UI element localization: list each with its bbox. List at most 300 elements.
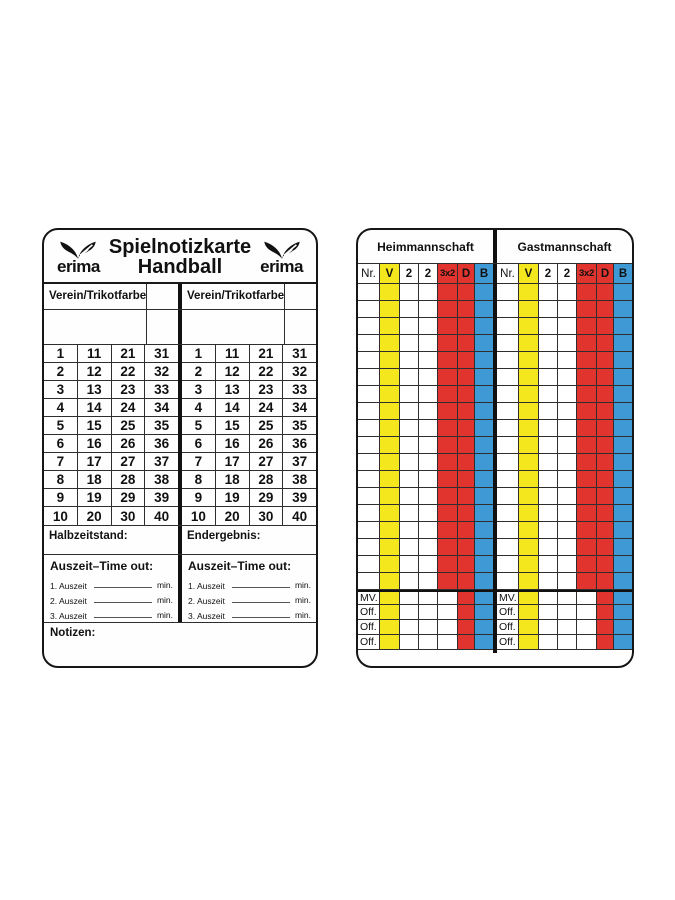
tally-cell: [400, 505, 419, 522]
tally-cell: [519, 620, 539, 635]
tally-card: [356, 228, 634, 668]
tally-cell: [475, 403, 493, 420]
tally-cell: [419, 352, 438, 369]
tally-cell: [519, 301, 539, 318]
tally-cell: [400, 301, 419, 318]
tally-cell: [614, 284, 632, 301]
number-row: [182, 489, 316, 507]
player-number-cell: 17: [78, 453, 112, 471]
tally-cell: [419, 420, 438, 437]
tally-row: [497, 454, 632, 471]
column-header-v: V: [380, 264, 400, 284]
number-row: [182, 435, 316, 453]
tally-cell: [458, 454, 475, 471]
official-label-cell: Off.: [497, 635, 519, 650]
tally-cell: [438, 369, 458, 386]
number-row: [182, 453, 316, 471]
player-number-cell: 9: [44, 489, 78, 507]
tally-cell: [519, 605, 539, 620]
column-header-2: 2: [419, 264, 438, 284]
tally-cell: [614, 420, 632, 437]
tally-cell: [438, 352, 458, 369]
tally-cell: [475, 539, 493, 556]
column-header-2: 2: [558, 264, 577, 284]
tally-cell: [400, 556, 419, 573]
timeout-right-half: [182, 555, 316, 622]
player-number-cell: 2: [182, 363, 216, 381]
tally-cell: [519, 437, 539, 454]
player-number-cell: 9: [182, 489, 216, 507]
player-number-cell: 28: [112, 471, 146, 489]
tally-cell: [358, 403, 380, 420]
player-number-cell: 20: [216, 507, 250, 525]
tally-cell: [358, 284, 380, 301]
tally-cell: [400, 437, 419, 454]
tally-cell: [400, 352, 419, 369]
tally-cell: [419, 573, 438, 590]
left-card-header: [44, 230, 316, 282]
tally-cell: [497, 318, 519, 335]
tally-cell: [458, 505, 475, 522]
timeout-row-label: 1. Auszeit: [50, 581, 87, 591]
tally-cell: [358, 386, 380, 403]
score-row: [44, 525, 316, 554]
tally-cell: [597, 437, 614, 454]
tally-cell: [380, 620, 400, 635]
blank-line: [232, 617, 290, 618]
club-color-header: Verein/Trikotfarbe: [182, 284, 285, 310]
player-number-cell: 5: [182, 417, 216, 435]
player-number-cell: 35: [283, 417, 316, 435]
tally-cell: [380, 635, 400, 650]
player-number-cell: 37: [145, 453, 178, 471]
tally-cell: [539, 454, 558, 471]
tally-row: [358, 573, 493, 590]
erima-logo-right: [251, 239, 312, 275]
official-row: [358, 620, 493, 635]
tally-cell: [497, 539, 519, 556]
tally-cell: [380, 403, 400, 420]
tally-cell: [597, 505, 614, 522]
player-number-cell: 27: [112, 453, 146, 471]
notes-section: [44, 622, 316, 666]
tally-row: [497, 437, 632, 454]
player-number-cell: 14: [216, 399, 250, 417]
erima-wordmark: erima: [56, 257, 100, 276]
tally-cell: [577, 605, 597, 620]
tally-cell: [419, 301, 438, 318]
guest-team-header: Gastmannschaft: [517, 239, 612, 254]
player-number-cell: 38: [283, 471, 316, 489]
tally-cell: [458, 539, 475, 556]
tally-cell: [458, 592, 475, 605]
tally-cell: [475, 592, 493, 605]
tally-cell: [438, 301, 458, 318]
tally-row: [497, 386, 632, 403]
tally-cell: [614, 573, 632, 590]
number-row: [44, 489, 178, 507]
tally-cell: [539, 539, 558, 556]
tally-cell: [438, 573, 458, 590]
erima-logo-left: [48, 239, 109, 275]
tally-cell: [475, 437, 493, 454]
timeout-row-label: 3. Auszeit: [188, 611, 225, 621]
tally-cell: [558, 592, 577, 605]
final-score-label: Endergebnis:: [187, 530, 261, 542]
player-number-cell: 36: [283, 435, 316, 453]
player-number-cell: 39: [283, 489, 316, 507]
tally-cell: [539, 471, 558, 488]
tally-cell: [597, 386, 614, 403]
player-number-cell: 14: [78, 399, 112, 417]
tally-cell: [358, 454, 380, 471]
tally-cell: [419, 505, 438, 522]
tally-cell: [380, 369, 400, 386]
column-header-d: D: [458, 264, 475, 284]
tally-row: [497, 539, 632, 556]
tally-row: [497, 403, 632, 420]
tally-cell: [475, 420, 493, 437]
timeout-row-label: 2. Auszeit: [50, 596, 87, 606]
number-row: [44, 399, 178, 417]
team-header-row: [358, 230, 632, 264]
tally-cell: [577, 369, 597, 386]
tally-cell: [614, 318, 632, 335]
tally-cell: [614, 635, 632, 650]
tally-cell: [458, 437, 475, 454]
tally-cell: [539, 605, 558, 620]
player-number-cell: 30: [112, 507, 146, 525]
player-number-cell: 3: [44, 381, 78, 399]
penalty-header-row: [497, 264, 632, 284]
card-title-line2: Handball: [137, 256, 223, 278]
tally-cell: [475, 335, 493, 352]
player-number-cell: 25: [250, 417, 284, 435]
tally-cell: [475, 369, 493, 386]
tally-cell: [400, 471, 419, 488]
tally-cell: [577, 573, 597, 590]
tally-cell: [614, 301, 632, 318]
tally-cell: [400, 635, 419, 650]
tally-cell: [380, 284, 400, 301]
tally-cell: [577, 301, 597, 318]
tally-cell: [597, 522, 614, 539]
blank-line: [94, 602, 152, 603]
player-number-cell: 33: [283, 381, 316, 399]
tally-cell: [438, 635, 458, 650]
tally-cell: [400, 539, 419, 556]
tally-cell: [419, 471, 438, 488]
tally-cell: [597, 369, 614, 386]
tally-cell: [380, 539, 400, 556]
tally-row: [358, 471, 493, 488]
tally-cell: [539, 635, 558, 650]
tally-cell: [597, 605, 614, 620]
column-header-nr: Nr.: [358, 264, 380, 284]
tally-cell: [419, 437, 438, 454]
official-row: [497, 620, 632, 635]
club-header-right-half: [182, 284, 316, 344]
tally-cell: [438, 522, 458, 539]
tally-cell: [497, 369, 519, 386]
club-writein-cell: [44, 310, 147, 344]
tally-cell: [577, 522, 597, 539]
number-row: [44, 507, 178, 525]
player-number-cell: 3: [182, 381, 216, 399]
tally-cell: [577, 403, 597, 420]
tally-cell: [380, 522, 400, 539]
tally-cell: [497, 284, 519, 301]
official-row: [497, 635, 632, 650]
tally-cell: [614, 620, 632, 635]
tally-cell: [577, 592, 597, 605]
club-color-header: Verein/Trikotfarbe: [44, 284, 147, 310]
tally-cell: [438, 471, 458, 488]
tally-cell: [358, 556, 380, 573]
tally-cell: [519, 284, 539, 301]
player-number-cell: 4: [182, 399, 216, 417]
tally-cell: [614, 352, 632, 369]
halftime-score-label: Halbzeitstand:: [49, 530, 128, 542]
tally-cell: [614, 505, 632, 522]
column-header-2: 2: [539, 264, 558, 284]
tally-cell: [577, 505, 597, 522]
tally-cell: [539, 352, 558, 369]
tally-cell: [614, 539, 632, 556]
player-number-cell: 26: [112, 435, 146, 453]
tally-cell: [558, 620, 577, 635]
tally-cell: [358, 335, 380, 352]
tally-cell: [597, 620, 614, 635]
tally-cell: [419, 386, 438, 403]
club-narrow-cell: [285, 284, 318, 310]
player-number-cell: 12: [216, 363, 250, 381]
tally-cell: [497, 335, 519, 352]
column-header-3x2: 3x2: [577, 264, 597, 284]
timeout-row: [188, 606, 311, 621]
tally-cell: [497, 505, 519, 522]
tally-cell: [438, 539, 458, 556]
penalty-header-row: [358, 264, 493, 284]
tally-cell: [458, 335, 475, 352]
tally-cell: [475, 301, 493, 318]
tally-cell: [539, 318, 558, 335]
tally-cell: [358, 369, 380, 386]
tally-row: [358, 454, 493, 471]
tally-cell: [577, 318, 597, 335]
tally-cell: [597, 301, 614, 318]
timeout-heading: Auszeit–Time out:: [188, 559, 292, 573]
player-number-cell: 25: [112, 417, 146, 435]
tally-cell: [597, 573, 614, 590]
tally-cell: [438, 556, 458, 573]
player-number-cell: 11: [78, 345, 112, 363]
tally-cell: [419, 539, 438, 556]
tally-cell: [358, 318, 380, 335]
column-header-v: V: [519, 264, 539, 284]
tally-cell: [358, 301, 380, 318]
player-number-cell: 8: [44, 471, 78, 489]
tally-cell: [438, 505, 458, 522]
tally-cell: [558, 488, 577, 505]
tally-cell: [475, 573, 493, 590]
number-row: [182, 381, 316, 399]
tally-cell: [614, 488, 632, 505]
tally-cell: [438, 335, 458, 352]
tally-cell: [380, 556, 400, 573]
player-number-cell: 18: [216, 471, 250, 489]
tally-row: [497, 318, 632, 335]
tally-cell: [597, 592, 614, 605]
tally-cell: [497, 488, 519, 505]
tally-cell: [539, 335, 558, 352]
player-number-cell: 40: [154, 508, 170, 524]
tally-cell: [539, 369, 558, 386]
tally-cell: [558, 352, 577, 369]
minutes-unit: min.: [156, 595, 173, 605]
tally-cell: [614, 471, 632, 488]
tally-cell: [614, 454, 632, 471]
tally-row: [358, 420, 493, 437]
player-number-cell: 31: [145, 345, 178, 363]
tally-cell: [400, 403, 419, 420]
timeout-heading: Auszeit–Time out:: [50, 559, 154, 573]
tally-cell: [577, 539, 597, 556]
tally-cell: [380, 420, 400, 437]
notes-label: Notizen:: [50, 627, 96, 639]
tally-cell: [597, 352, 614, 369]
tally-cell: [614, 592, 632, 605]
tally-cell: [519, 539, 539, 556]
game-note-card: [42, 228, 318, 668]
tally-cell: [475, 454, 493, 471]
tally-cell: [558, 454, 577, 471]
official-label-cell: Off.: [358, 605, 380, 620]
tally-cell: [438, 454, 458, 471]
tally-cell: [577, 386, 597, 403]
tally-cell: [400, 592, 419, 605]
player-number-cell: 5: [44, 417, 78, 435]
tally-cell: [475, 505, 493, 522]
number-row: [44, 471, 178, 489]
column-header-2: 2: [400, 264, 419, 284]
tally-cell: [419, 635, 438, 650]
player-number-cell: 11: [216, 345, 250, 363]
tally-cell: [400, 386, 419, 403]
tally-cell: [558, 635, 577, 650]
tally-cell: [458, 420, 475, 437]
tally-cell: [438, 284, 458, 301]
blank-line: [94, 617, 152, 618]
number-row: [182, 471, 316, 489]
club-narrow-writein-cell: [147, 310, 183, 344]
tally-cell: [380, 605, 400, 620]
timeout-row: [50, 591, 173, 606]
tally-cell: [358, 573, 380, 590]
tally-cell: [497, 386, 519, 403]
player-number-cell: 32: [283, 363, 316, 381]
timeout-row: [188, 576, 311, 591]
tally-cell: [475, 620, 493, 635]
number-row: [44, 435, 178, 453]
tally-cell: [458, 301, 475, 318]
tally-cell: [519, 318, 539, 335]
tally-cell: [577, 620, 597, 635]
tally-cell: [419, 403, 438, 420]
official-label-cell: Off.: [358, 635, 380, 650]
tally-cell: [419, 592, 438, 605]
tally-cell: [458, 386, 475, 403]
tally-cell: [380, 437, 400, 454]
club-narrow-writein-cell: [285, 310, 318, 344]
tally-cell: [458, 403, 475, 420]
tally-cell: [458, 573, 475, 590]
tally-cell: [539, 592, 558, 605]
tally-cell: [577, 437, 597, 454]
tally-cell: [497, 437, 519, 454]
tally-cell: [358, 437, 380, 454]
tally-cell: [458, 635, 475, 650]
tally-cell: [475, 352, 493, 369]
tally-cell: [497, 301, 519, 318]
tally-cell: [380, 386, 400, 403]
player-number-cell: 10: [44, 507, 78, 525]
tally-cell: [380, 573, 400, 590]
tally-cell: [458, 605, 475, 620]
blank-line: [94, 587, 152, 588]
tally-cell: [577, 454, 597, 471]
tally-row: [497, 488, 632, 505]
tally-cell: [577, 335, 597, 352]
tally-cell: [519, 420, 539, 437]
tally-cell: [597, 488, 614, 505]
tally-cell: [358, 522, 380, 539]
column-header-nr: Nr.: [497, 264, 519, 284]
player-number-cell: 19: [78, 489, 112, 507]
tally-cell: [380, 352, 400, 369]
tally-cell: [577, 352, 597, 369]
tally-cell: [614, 369, 632, 386]
tally-cell: [438, 620, 458, 635]
player-number-cell: 39: [145, 489, 178, 507]
tally-cell: [380, 318, 400, 335]
tally-cell: [614, 335, 632, 352]
column-header-d: D: [597, 264, 614, 284]
tally-cell: [380, 488, 400, 505]
tally-cell: [597, 556, 614, 573]
tally-grid: [358, 264, 632, 653]
tally-cell: [539, 488, 558, 505]
tally-cell: [400, 605, 419, 620]
tally-cell: [497, 522, 519, 539]
player-number-cell: 24: [250, 399, 284, 417]
minutes-unit: min.: [156, 580, 173, 590]
home-team-header: Heimmannschaft: [377, 239, 474, 254]
number-row: [182, 345, 316, 363]
tally-cell: [519, 522, 539, 539]
column-header-b: B: [475, 264, 493, 284]
number-row: [182, 417, 316, 435]
tally-row: [497, 284, 632, 301]
tally-cell: [458, 369, 475, 386]
tally-cell: [539, 284, 558, 301]
timeout-section: [44, 554, 316, 622]
timeout-left-half: [44, 555, 178, 622]
tally-cell: [539, 437, 558, 454]
tally-cell: [614, 437, 632, 454]
club-header-left-half: [44, 284, 178, 344]
tally-cell: [380, 454, 400, 471]
